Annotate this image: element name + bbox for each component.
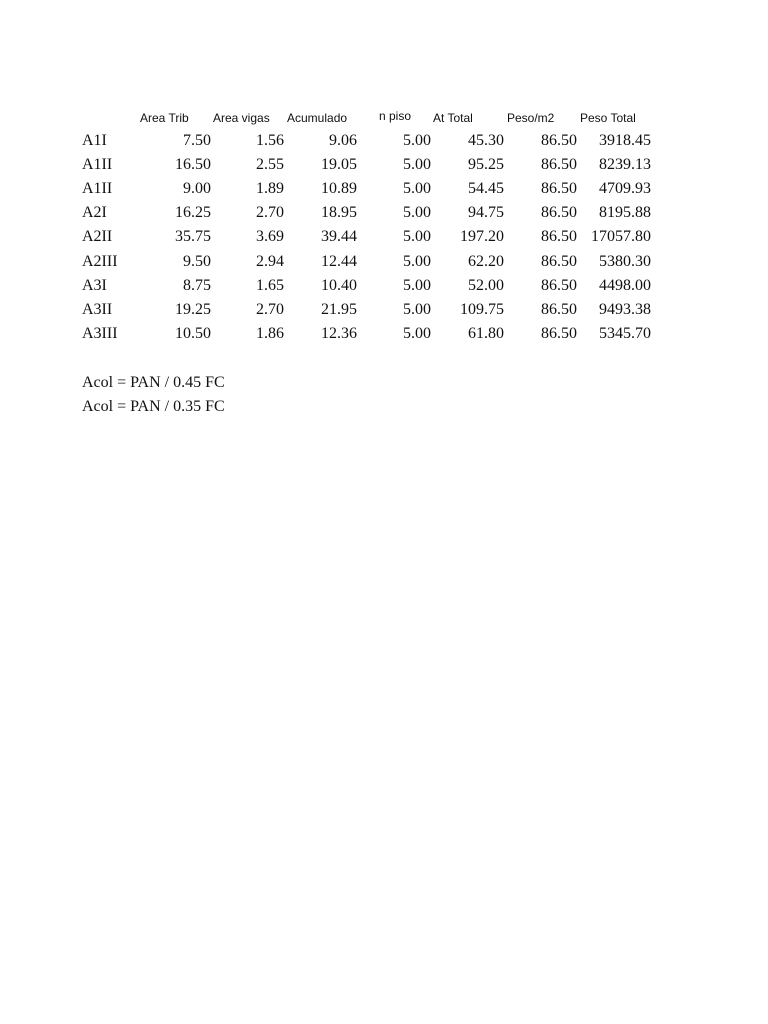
row-label: A2I xyxy=(82,204,107,221)
cell-area-trib: 7.50 xyxy=(183,132,211,149)
cell-area-trib: 10.50 xyxy=(175,325,211,342)
cell-peso-total: 4709.93 xyxy=(599,180,651,197)
table-row xyxy=(0,153,768,177)
header-area-trib: Area Trib xyxy=(140,111,189,125)
cell-peso-m2: 86.50 xyxy=(541,228,577,245)
row-label: A2II xyxy=(82,228,113,245)
cell-acumulado: 10.89 xyxy=(321,180,357,197)
row-label: A2III xyxy=(82,253,118,270)
table-row xyxy=(0,129,768,153)
cell-acumulado: 12.36 xyxy=(321,325,357,342)
cell-acumulado: 21.95 xyxy=(321,301,357,318)
cell-n-piso: 5.00 xyxy=(403,228,431,245)
cell-acumulado: 39.44 xyxy=(321,228,357,245)
row-label: A1I xyxy=(82,132,107,149)
row-label: A3III xyxy=(82,325,118,342)
cell-area-trib: 8.75 xyxy=(183,277,211,294)
cell-peso-m2: 86.50 xyxy=(541,277,577,294)
row-label: A3I xyxy=(82,277,107,294)
cell-area-vigas: 1.56 xyxy=(256,132,284,149)
cell-n-piso: 5.00 xyxy=(403,156,431,173)
cell-area-vigas: 3.69 xyxy=(256,228,284,245)
cell-at-total: 197.20 xyxy=(460,228,504,245)
cell-acumulado: 18.95 xyxy=(321,204,357,221)
table-row xyxy=(0,322,768,346)
formula-line: Acol = PAN / 0.45 FC xyxy=(82,374,225,391)
cell-area-trib: 19.25 xyxy=(175,301,211,318)
cell-peso-total: 5345.70 xyxy=(599,325,651,342)
table-row xyxy=(0,225,768,249)
formula-line: Acol = PAN / 0.35 FC xyxy=(82,398,225,415)
table-row xyxy=(0,177,768,201)
cell-n-piso: 5.00 xyxy=(403,204,431,221)
cell-area-vigas: 1.89 xyxy=(256,180,284,197)
cell-at-total: 52.00 xyxy=(468,277,504,294)
cell-area-vigas: 2.94 xyxy=(256,253,284,270)
cell-at-total: 54.45 xyxy=(468,180,504,197)
cell-area-trib: 35.75 xyxy=(175,228,211,245)
cell-area-trib: 16.50 xyxy=(175,156,211,173)
cell-at-total: 95.25 xyxy=(468,156,504,173)
cell-peso-m2: 86.50 xyxy=(541,180,577,197)
header-acumulado: Acumulado xyxy=(287,111,348,125)
cell-area-vigas: 1.86 xyxy=(256,325,284,342)
cell-area-vigas: 1.65 xyxy=(256,277,284,294)
header-at-total: At Total xyxy=(433,111,473,125)
header-peso-total: Peso Total xyxy=(580,111,636,125)
cell-peso-total: 8195.88 xyxy=(599,204,651,221)
cell-n-piso: 5.00 xyxy=(403,253,431,270)
cell-acumulado: 10.40 xyxy=(321,277,357,294)
cell-peso-total: 5380.30 xyxy=(599,253,651,270)
cell-peso-m2: 86.50 xyxy=(541,253,577,270)
table-row xyxy=(0,250,768,274)
header-n-piso: n piso xyxy=(379,109,412,123)
cell-area-vigas: 2.70 xyxy=(256,204,284,221)
cell-n-piso: 5.00 xyxy=(403,277,431,294)
cell-at-total: 62.20 xyxy=(468,253,504,270)
cell-at-total: 61.80 xyxy=(468,325,504,342)
cell-at-total: 94.75 xyxy=(468,204,504,221)
cell-area-vigas: 2.55 xyxy=(256,156,284,173)
cell-peso-m2: 86.50 xyxy=(541,325,577,342)
cell-peso-m2: 86.50 xyxy=(541,301,577,318)
cell-n-piso: 5.00 xyxy=(403,180,431,197)
table-row xyxy=(0,274,768,298)
cell-peso-total: 8239.13 xyxy=(599,156,651,173)
cell-peso-total: 4498.00 xyxy=(599,277,651,294)
row-label: A3II xyxy=(82,301,113,318)
header-peso-m2: Peso/m2 xyxy=(507,111,555,125)
cell-peso-total: 9493.38 xyxy=(599,301,651,318)
cell-area-vigas: 2.70 xyxy=(256,301,284,318)
row-label: A1II xyxy=(82,156,113,173)
cell-acumulado: 12.44 xyxy=(321,253,357,270)
cell-peso-total: 17057.80 xyxy=(591,228,651,245)
cell-acumulado: 9.06 xyxy=(329,132,357,149)
cell-peso-m2: 86.50 xyxy=(541,156,577,173)
cell-peso-m2: 86.50 xyxy=(541,204,577,221)
cell-area-trib: 16.25 xyxy=(175,204,211,221)
cell-peso-m2: 86.50 xyxy=(541,132,577,149)
header-area-vigas: Area vigas xyxy=(213,111,270,125)
cell-area-trib: 9.00 xyxy=(183,180,211,197)
cell-area-trib: 9.50 xyxy=(183,253,211,270)
cell-at-total: 45.30 xyxy=(468,132,504,149)
table-row xyxy=(0,201,768,225)
cell-at-total: 109.75 xyxy=(460,301,504,318)
table-row xyxy=(0,298,768,322)
cell-n-piso: 5.00 xyxy=(403,325,431,342)
row-label: A1II xyxy=(82,180,113,197)
cell-n-piso: 5.00 xyxy=(403,132,431,149)
cell-n-piso: 5.00 xyxy=(403,301,431,318)
cell-peso-total: 3918.45 xyxy=(599,132,651,149)
cell-acumulado: 19.05 xyxy=(321,156,357,173)
